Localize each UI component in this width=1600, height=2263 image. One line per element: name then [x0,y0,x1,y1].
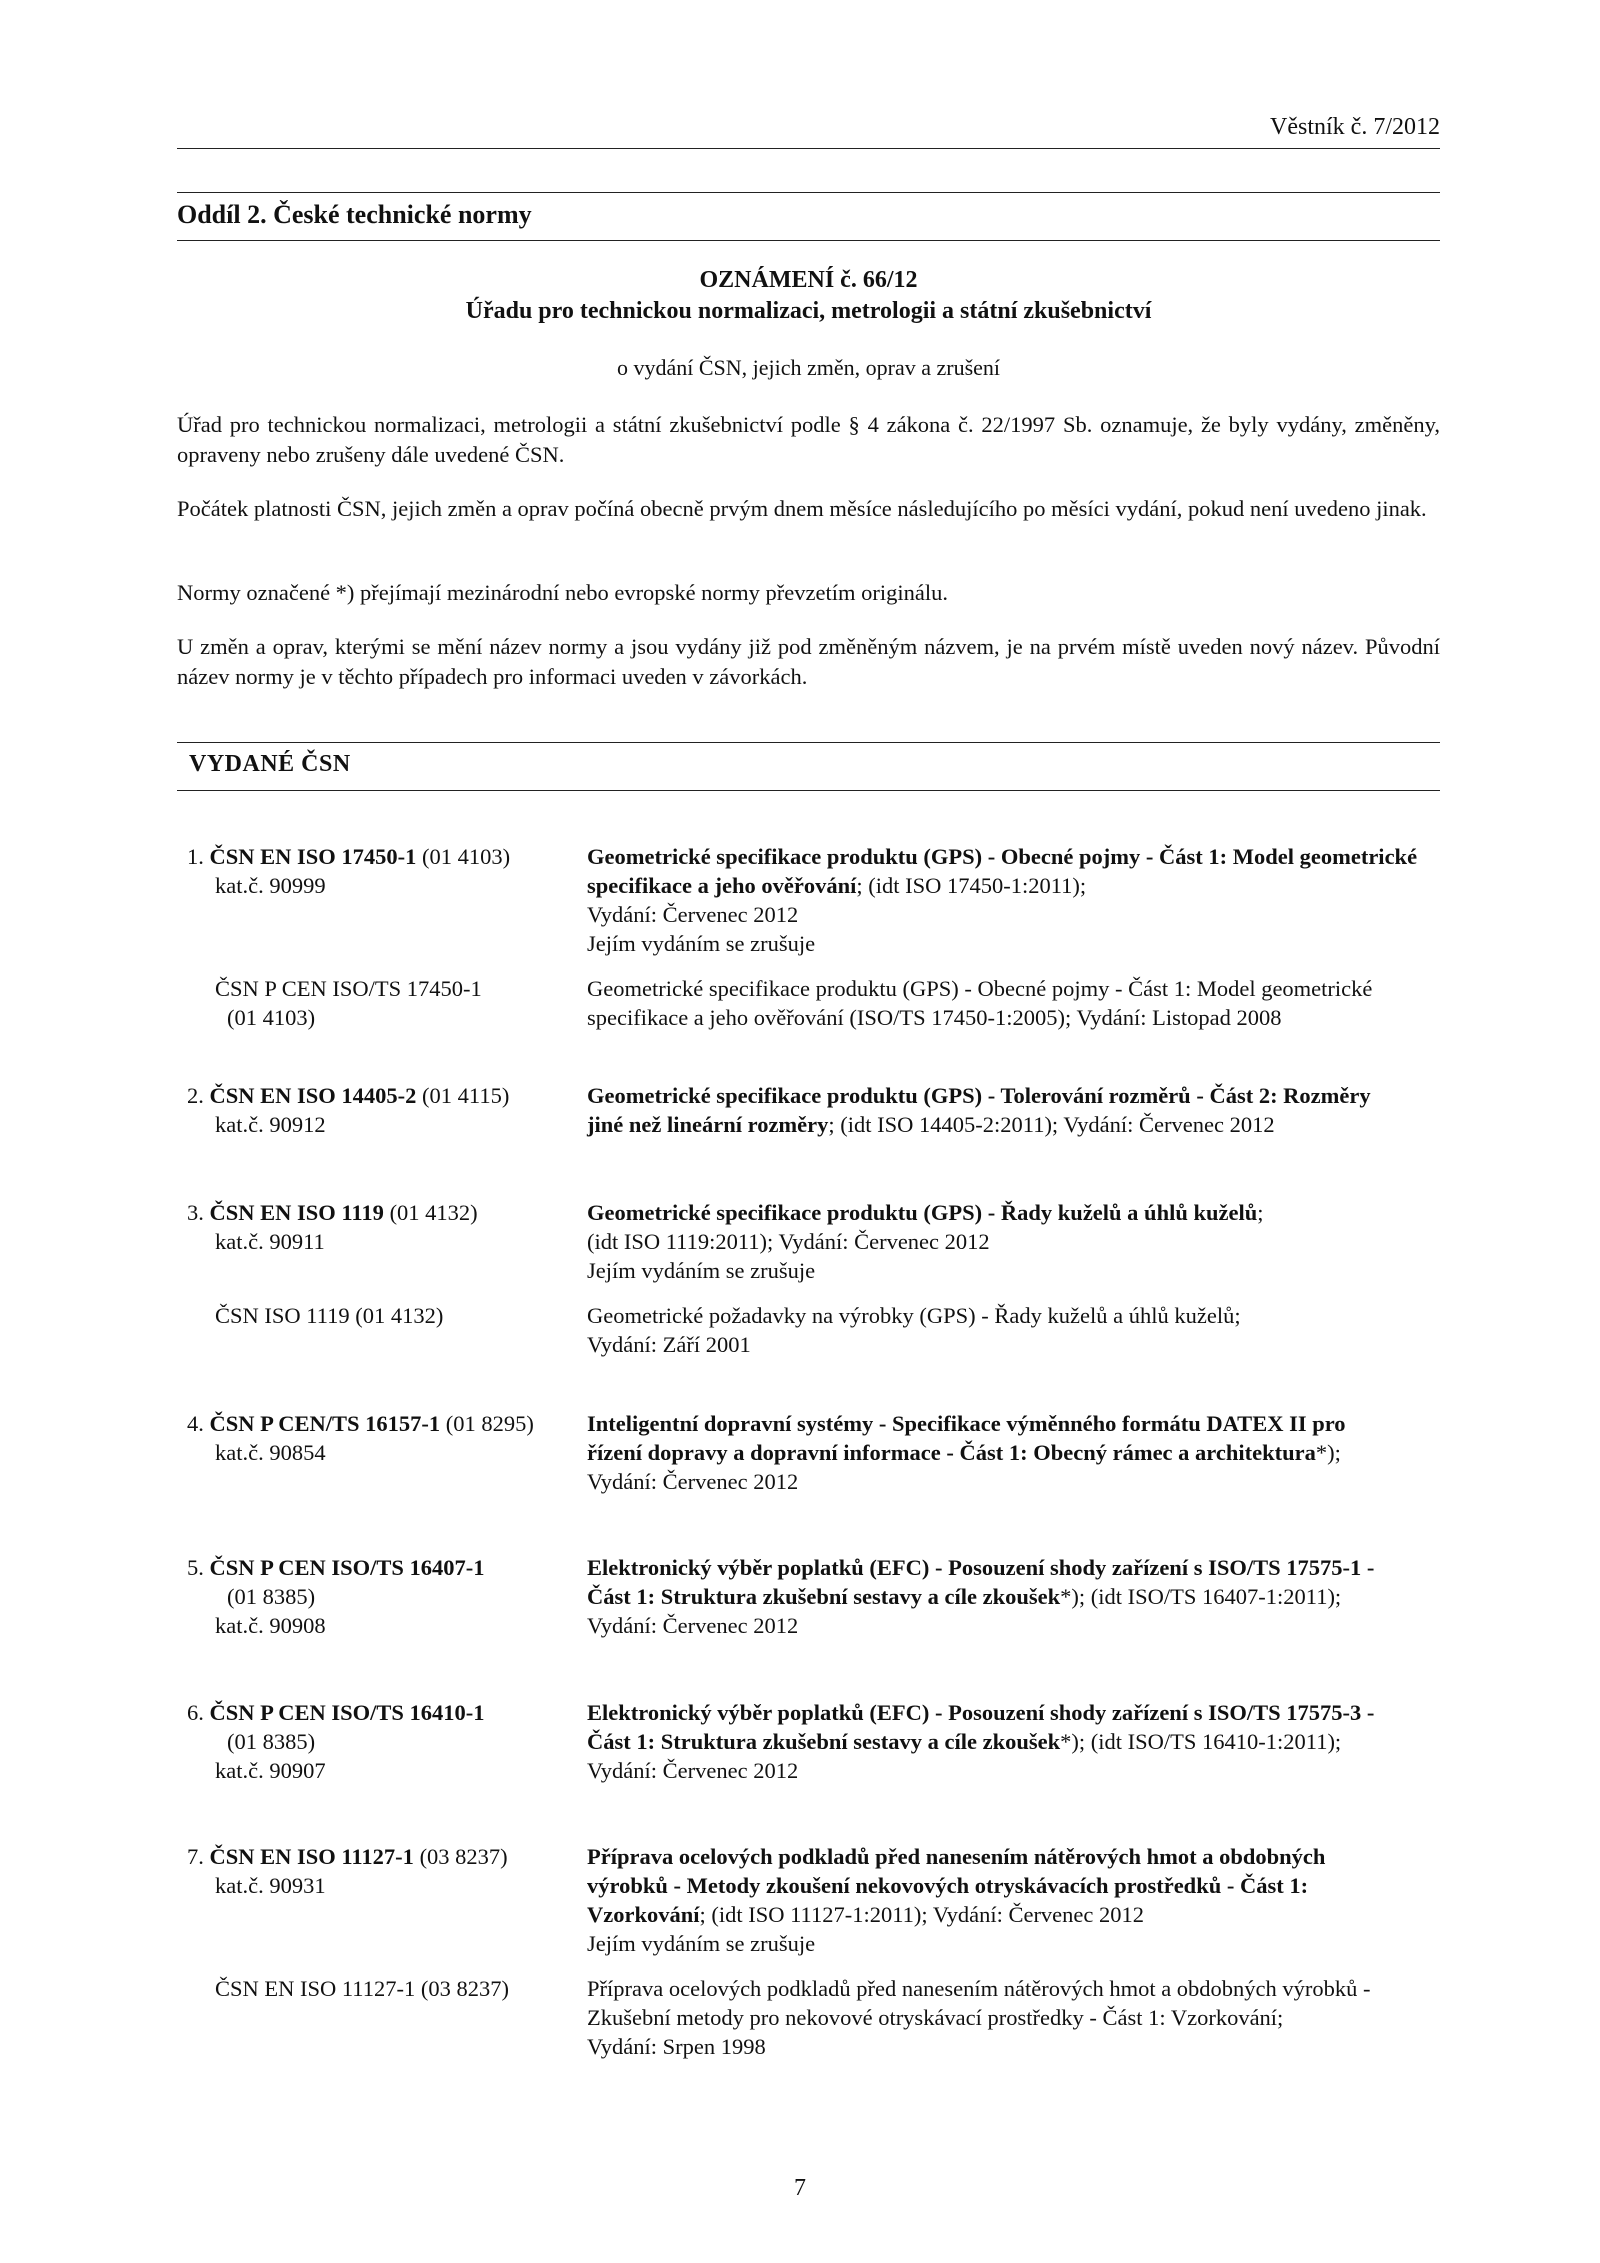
standard-code: ČSN P CEN/TS 16157-1 [209,1411,441,1436]
vydane-rule-bottom [177,790,1440,791]
cancelled-title: Geometrické požadavky na výrobky (GPS) - Řady kuželů a úhlů kuželů; [587,1303,1241,1328]
standard-class: (01 4132) [389,1200,478,1225]
cancelled-title: Zkušební metody pro nekovové otryskávací prostředky - Část 1: Vzorkování; [587,2005,1284,2030]
standard-code: ČSN EN ISO 11127-1 [209,1844,414,1869]
vydane-heading: VYDANÉ ČSN [189,751,351,777]
catalog-number: kat.č. 90907 [215,1758,326,1783]
standard-title: Geometrické specifikace produktu (GPS) - Tolerování rozměrů - Část 2: Rozměry [587,1083,1371,1108]
standard-title: jiné než lineární rozměry [587,1112,829,1137]
section-rule-top [177,192,1440,193]
vydane-rule-top [177,742,1440,743]
entry-number: 1. [187,844,204,869]
cancelled-code: ČSN P CEN ISO/TS 17450-1 [215,976,482,1001]
announcement-title: OZNÁMENÍ č. 66/12 [699,267,918,293]
standard-title: Elektronický výběr poplatků (EFC) - Posouzení shody zařízení s ISO/TS 17575-1 - [587,1555,1375,1580]
standard-class: (01 4103) [422,844,511,869]
issue-date: Vydání: Červenec 2012 [587,1613,799,1638]
issue-date: Vydání: Červenec 2012 [587,902,799,927]
standard-entry-3 [177,1198,1440,1359]
entry-number: 7. [187,1844,204,1869]
entry-number: 5. [187,1555,204,1580]
journal-issue: Věstník č. 7/2012 [1270,114,1440,140]
standard-title: řízení dopravy a dopravní informace - Část 1: Obecný rámec a architektura [587,1440,1316,1465]
standard-reference: ; (idt ISO 17450-1:2011); [856,873,1087,898]
page-number: 7 [794,2175,806,2201]
standard-class: (01 8295) [445,1411,534,1436]
standard-entry-4 [177,1409,1440,1496]
intro-paragraph: Normy označené *) přejímají mezinárodní nebo evropské normy převzetím originálu. [177,580,948,605]
announcement-subtitle: o vydání ČSN, jejich změn, oprav a zrušení [616,355,1001,380]
standard-title: Elektronický výběr poplatků (EFC) - Posouzení shody zařízení s ISO/TS 17575-3 - [587,1700,1375,1725]
standard-reference: ; (idt ISO 14405-2:2011); Vydání: Červenec 2012 [828,1112,1275,1137]
cancelled-code: ČSN ISO 1119 (01 4132) [215,1303,444,1328]
standard-title: Geometrické specifikace produktu (GPS) - Řady kuželů a úhlů kuželů [587,1200,1258,1225]
catalog-number: kat.č. 90999 [215,873,326,898]
standard-code: ČSN EN ISO 17450-1 [209,844,417,869]
standard-title-end: ; [1257,1200,1264,1225]
standard-reference: *); (idt ISO/TS 16410-1:2011); [1060,1729,1342,1754]
catalog-number: kat.č. 90912 [215,1112,326,1137]
standard-entry-7 [177,1842,1440,2061]
standard-title: Vzorkování [587,1902,700,1927]
intro-paragraph: Úřad pro technickou normalizaci, metrologii a státní zkušebnictví podle § 4 zákona č. 22/1997 Sb. oznamuje, že byly vydány, změněny, opraveny nebo zrušeny dále uvedené ČSN. [177,412,1440,467]
issue-date: Vydání: Červenec 2012 [587,1469,799,1494]
section-rule-bottom [177,240,1440,241]
cancelled-title: specifikace a jeho ověřování (ISO/TS 17450-1:2005); Vydání: Listopad 2008 [587,1005,1282,1030]
standard-title: Část 1: Struktura zkušební sestavy a cíle zkoušek [587,1584,1061,1609]
announcement-title-block [177,265,1440,327]
standard-reference: ; (idt ISO 11127-1:2011); Vydání: Červenec 2012 [699,1902,1145,1927]
catalog-number: kat.č. 90854 [215,1440,326,1465]
intro-paragraph: Počátek platnosti ČSN, jejich změn a oprav počíná obecně prvým dnem měsíce následujícího po měsíci vydání, pokud není uvedeno jinak. [177,496,1427,521]
header-rule [177,148,1440,149]
standard-entry-6 [177,1698,1440,1785]
entry-number: 6. [187,1700,204,1725]
standard-entry-5 [177,1553,1440,1640]
cancelled-issue-date: Vydání: Září 2001 [587,1332,751,1357]
standard-code: ČSN EN ISO 14405-2 [209,1083,417,1108]
intro-paragraph: U změn a oprav, kterými se mění název normy a jsou vydány již pod změněným názvem, je na prvém místě uveden nový název. Původní název normy je v těchto případech pro informaci uveden v závorkách. [177,634,1440,689]
issue-date: Vydání: Červenec 2012 [587,1758,799,1783]
standard-code: ČSN P CEN ISO/TS 16407-1 [209,1555,485,1580]
cancelled-issue-date: Vydání: Srpen 1998 [587,2034,766,2059]
cancels-note: Jejím vydáním se zrušuje [587,931,816,956]
standard-entry-1 [177,842,1440,1032]
cancelled-title: Geometrické specifikace produktu (GPS) - Obecné pojmy - Část 1: Model geometrické [587,976,1373,1001]
standard-class: (03 8237) [419,1844,508,1869]
standard-reference: *); [1315,1440,1341,1465]
standard-title: Geometrické specifikace produktu (GPS) - Obecné pojmy - Část 1: Model geometrické specifikace a jeho ověřování [587,844,1418,898]
standard-class: (01 8385) [227,1729,316,1754]
announcement-authority: Úřadu pro technickou normalizaci, metrologii a státní zkušebnictví [465,298,1152,324]
catalog-number: kat.č. 90911 [215,1229,325,1254]
standard-title: výrobků - Metody zkoušení nekovových otryskávacích prostředků - Část 1: [587,1873,1309,1898]
standard-reference: (idt ISO 1119:2011); Vydání: Červenec 2012 [587,1229,990,1254]
standard-reference: *); (idt ISO/TS 16407-1:2011); [1060,1584,1342,1609]
entry-number: 3. [187,1200,204,1225]
cancelled-title: Příprava ocelových podkladů před nanesením nátěrových hmot a obdobných výrobků - [587,1976,1371,2001]
entry-number: 4. [187,1411,204,1436]
standard-code: ČSN P CEN ISO/TS 16410-1 [209,1700,485,1725]
cancelled-class: (01 4103) [227,1005,316,1030]
standard-class: (01 8385) [227,1584,316,1609]
standard-title: Část 1: Struktura zkušební sestavy a cíle zkoušek [587,1729,1061,1754]
standard-title: Inteligentní dopravní systémy - Specifikace výměnného formátu DATEX II pro [587,1411,1346,1436]
standard-code: ČSN EN ISO 1119 [209,1200,384,1225]
entry-number: 2. [187,1083,204,1108]
cancels-note: Jejím vydáním se zrušuje [587,1258,816,1283]
standard-class: (01 4115) [422,1083,510,1108]
cancels-note: Jejím vydáním se zrušuje [587,1931,816,1956]
standard-title: Příprava ocelových podkladů před nanesením nátěrových hmot a obdobných [587,1844,1326,1869]
catalog-number: kat.č. 90908 [215,1613,326,1638]
section-title: Oddíl 2. České technické normy [177,200,532,229]
catalog-number: kat.č. 90931 [215,1873,326,1898]
cancelled-code: ČSN EN ISO 11127-1 (03 8237) [215,1976,509,2001]
standard-entry-2 [177,1081,1440,1139]
